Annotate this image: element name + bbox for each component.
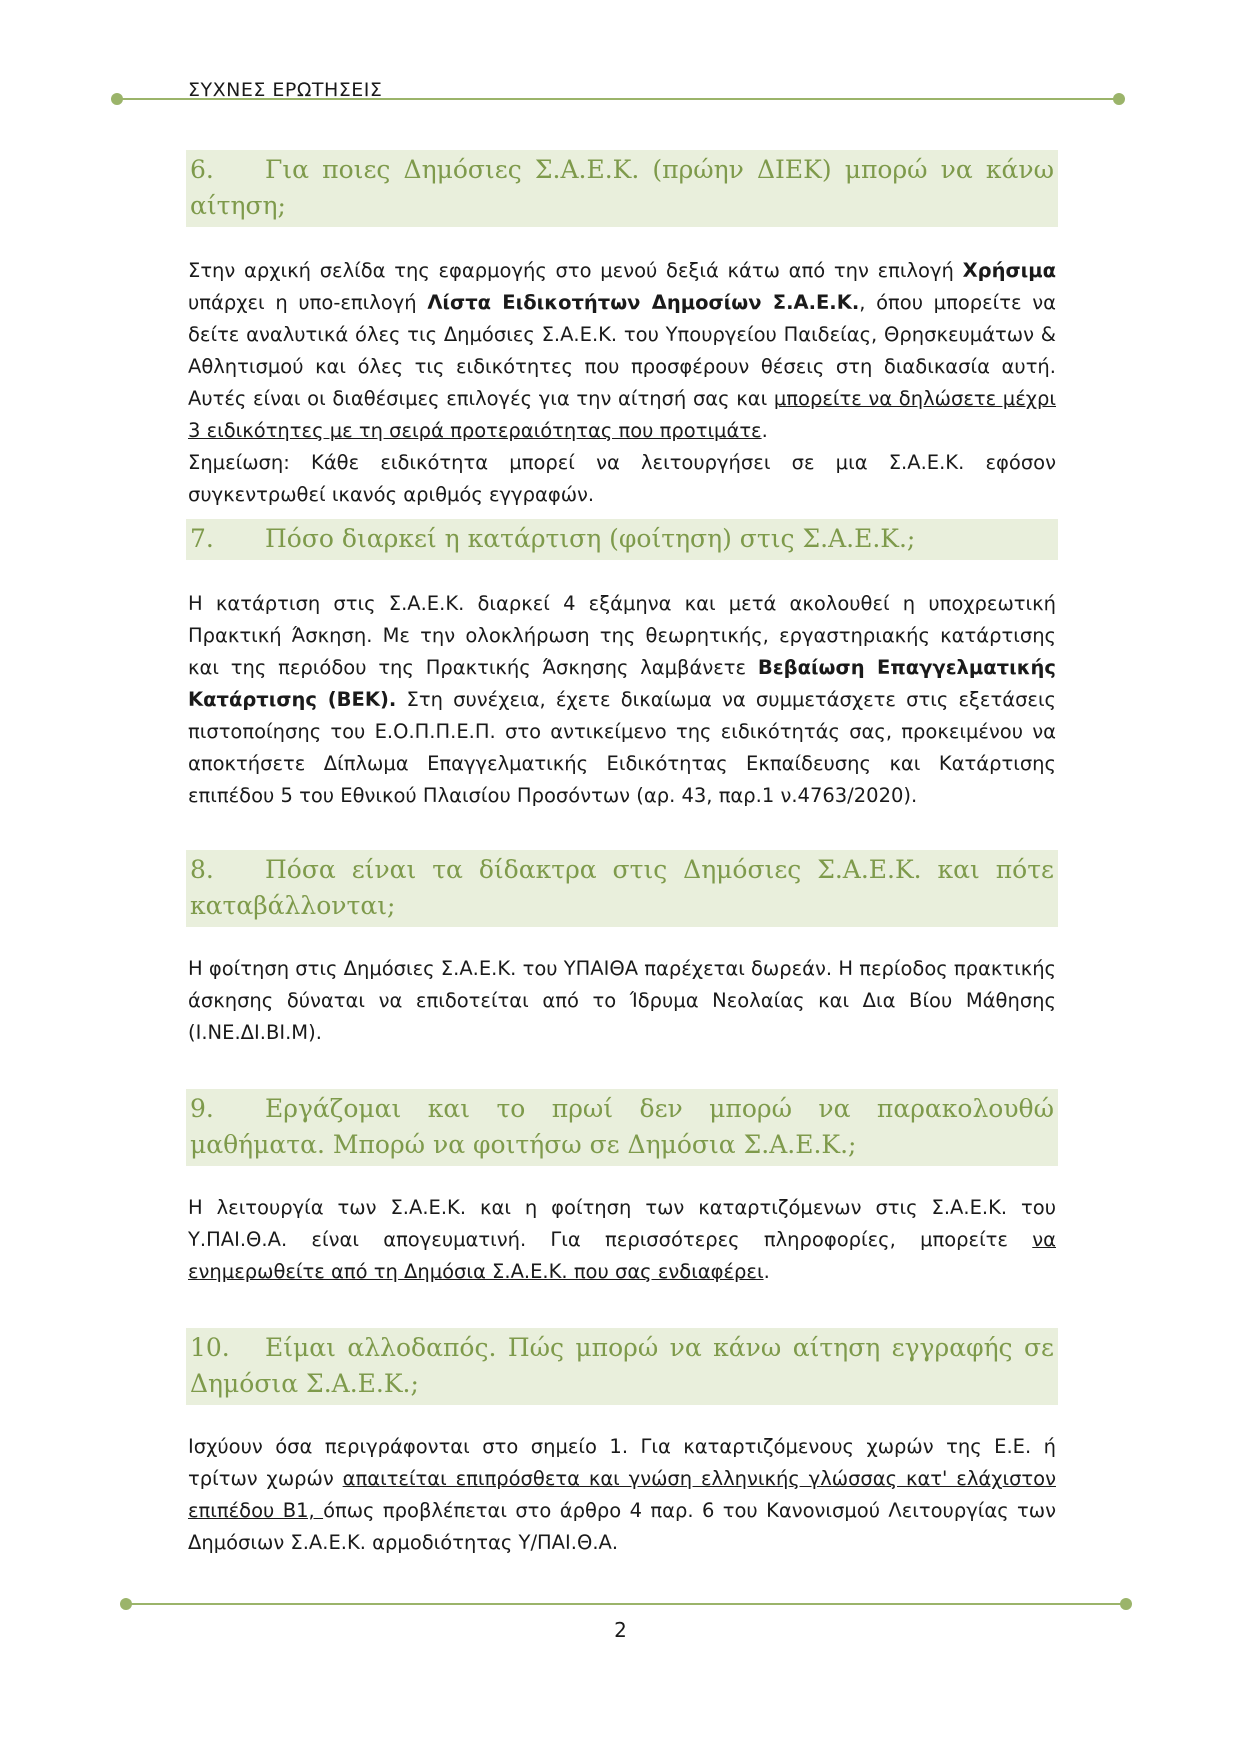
answer-10-underlined: απαιτείται επιπρόσθετα και γνώση ελληνικής γλώσσας κατ' ελάχιστον επιπέδου Β1, <box>188 1467 1056 1522</box>
answer-6-paragraph <box>188 255 1056 447</box>
answer-8 <box>186 953 1058 1049</box>
footer-rule <box>126 1603 1126 1605</box>
answer-6-text-4: . <box>761 419 768 442</box>
answer-7-paragraph <box>188 588 1056 812</box>
question-8-heading <box>186 850 1058 927</box>
question-10-title: Είμαι αλλοδαπός. Πώς μπορώ να κάνω αίτηση εγγραφής σε Δημόσια Σ.Α.Ε.Κ.; <box>190 1333 1054 1398</box>
answer-9-paragraph <box>188 1192 1056 1288</box>
answer-10 <box>186 1431 1058 1559</box>
answer-6-bold-list: Λίστα Ειδικοτήτων Δημοσίων Σ.Α.Ε.Κ. <box>427 291 860 314</box>
question-6-number: 6. <box>190 155 214 184</box>
footer-rule-right-dot <box>1120 1598 1132 1610</box>
answer-6-text-1: Στην αρχική σελίδα της εφαρμογής στο μενού δεξιά κάτω από την επιλογή <box>188 259 963 282</box>
faq-content <box>186 150 1058 1559</box>
answer-6-bold-useful: Χρήσιμα <box>962 259 1056 282</box>
answer-8-paragraph: Η φοίτηση στις Δημόσιες Σ.Α.Ε.Κ. του ΥΠΑΙΘΑ παρέχεται δωρεάν. Η περίοδος πρακτικής άσκησης δύναται να επιδοτείται από το Ίδρυμα Νεολαίας και Δια Βίου Μάθησης (Ι.ΝΕ.ΔΙ.ΒΙ.Μ). <box>188 957 1056 1044</box>
answer-7-text-2: Στη συνέχεια, έχετε δικαίωμα να συμμετάσχετε στις εξετάσεις πιστοποίησης του Ε.Ο.Π.Π.Ε.Π. στο αντικείμενο της ειδικότητάς σας, προκειμένου να αποκτήσετε Δίπλωμα Επαγγελματικής Ειδικότητας Εκπαίδευσης και Κατάρτισης επιπέδου 5 του Εθνικού Πλαισίου Προσόντων (αρ. 43, παρ.1 ν.4763/2020). <box>188 688 1057 807</box>
answer-9 <box>186 1192 1058 1288</box>
question-9-number: 9. <box>190 1094 214 1123</box>
page-number: 2 <box>614 1618 627 1642</box>
question-9-heading <box>186 1089 1058 1166</box>
question-9-title: Εργάζομαι και το πρωί δεν μπορώ να παρακολουθώ μαθήματα. Μπορώ να φοιτήσω σε Δημόσια Σ.Α.Ε.Κ.; <box>190 1094 1054 1159</box>
answer-9-text-1: Η λειτουργία των Σ.Α.Ε.Κ. και η φοίτηση των καταρτιζόμενων στις Σ.Α.Ε.Κ. του Υ.ΠΑΙ.Θ.Α. είναι απογευματινή. Για περισσότερες πληροφορίες, μπορείτε <box>188 1196 1056 1251</box>
question-7-number: 7. <box>190 524 214 553</box>
question-8-number: 8. <box>190 855 214 884</box>
question-7-title: Πόσο διαρκεί η κατάρτιση (φοίτηση) στις Σ.Α.Ε.Κ.; <box>265 524 916 553</box>
answer-6-text-3: , όπου μπορείτε να δείτε αναλυτικά όλες τις Δημόσιες Σ.Α.Ε.Κ. του Υπουργείου Παιδείας, Θρησκευμάτων & Αθλητισμού και όλες τις ειδικότητες που προσφέρουν θέσεις στη διαδικασία αυτή. Αυτές είναι οι διαθέσιμες επιλογές για την αίτησή σας και <box>188 291 1056 410</box>
answer-10-text-2: όπως προβλέπεται στο άρθρο 4 παρ. 6 του Κανονισμού Λειτουργίας των Δημόσιων Σ.Α.Ε.Κ. αρμοδιότητας Υ/ΠΑΙ.Θ.Α. <box>188 1499 1056 1554</box>
answer-7-bold-bek: Βεβαίωση Επαγγελματικής Κατάρτισης (ΒΕΚ). <box>188 656 1056 711</box>
question-10-number: 10. <box>190 1333 230 1362</box>
answer-10-paragraph <box>188 1431 1056 1559</box>
answer-6-underlined: μπορείτε να δηλώσετε μέχρι 3 ειδικότητες με τη σειρά προτεραιότητας που προτιμάτε <box>188 387 1056 442</box>
question-10-heading <box>186 1328 1058 1405</box>
answer-7-text-1: Η κατάρτιση στις Σ.Α.Ε.Κ. διαρκεί 4 εξάμηνα και μετά ακολουθεί η υποχρεωτική Πρακτική Άσκηση. Με την ολοκλήρωση της θεωρητικής, εργαστηριακής κατάρτισης και της περιόδου της Πρακτικής Άσκησης λαμβάνετε <box>188 592 1056 679</box>
header-rule-right-dot <box>1113 93 1125 105</box>
answer-9-text-2: . <box>763 1260 770 1283</box>
answer-6-note: Σημείωση: Κάθε ειδικότητα μπορεί να λειτουργήσει σε μια Σ.Α.Ε.Κ. εφόσον συγκεντρωθεί ικανός αριθμός εγγραφών. <box>188 451 1056 506</box>
question-7-heading <box>186 519 1058 560</box>
answer-10-text-1: Ισχύουν όσα περιγράφονται στο σημείο 1. Για καταρτιζόμενους χωρών της Ε.Ε. ή τρίτων χωρών <box>188 1435 1056 1490</box>
question-6-title: Για ποιες Δημόσιες Σ.Α.Ε.Κ. (πρώην ΔΙΕΚ) μπορώ να κάνω αίτηση; <box>190 155 1054 220</box>
answer-9-underlined: να ενημερωθείτε από τη Δημόσια Σ.Α.Ε.Κ. που σας ενδιαφέρει <box>188 1228 1056 1283</box>
running-title: ΣΥΧΝΕΣ ΕΡΩΤΗΣΕΙΣ <box>188 79 383 101</box>
answer-7 <box>186 588 1058 812</box>
answer-6 <box>186 255 1058 511</box>
answer-6-text-2: υπάρχει η υπο-επιλογή <box>188 291 428 314</box>
question-6-heading <box>186 150 1058 227</box>
question-8-title: Πόσα είναι τα δίδακτρα στις Δημόσιες Σ.Α.Ε.Κ. και πότε καταβάλλονται; <box>190 855 1054 920</box>
